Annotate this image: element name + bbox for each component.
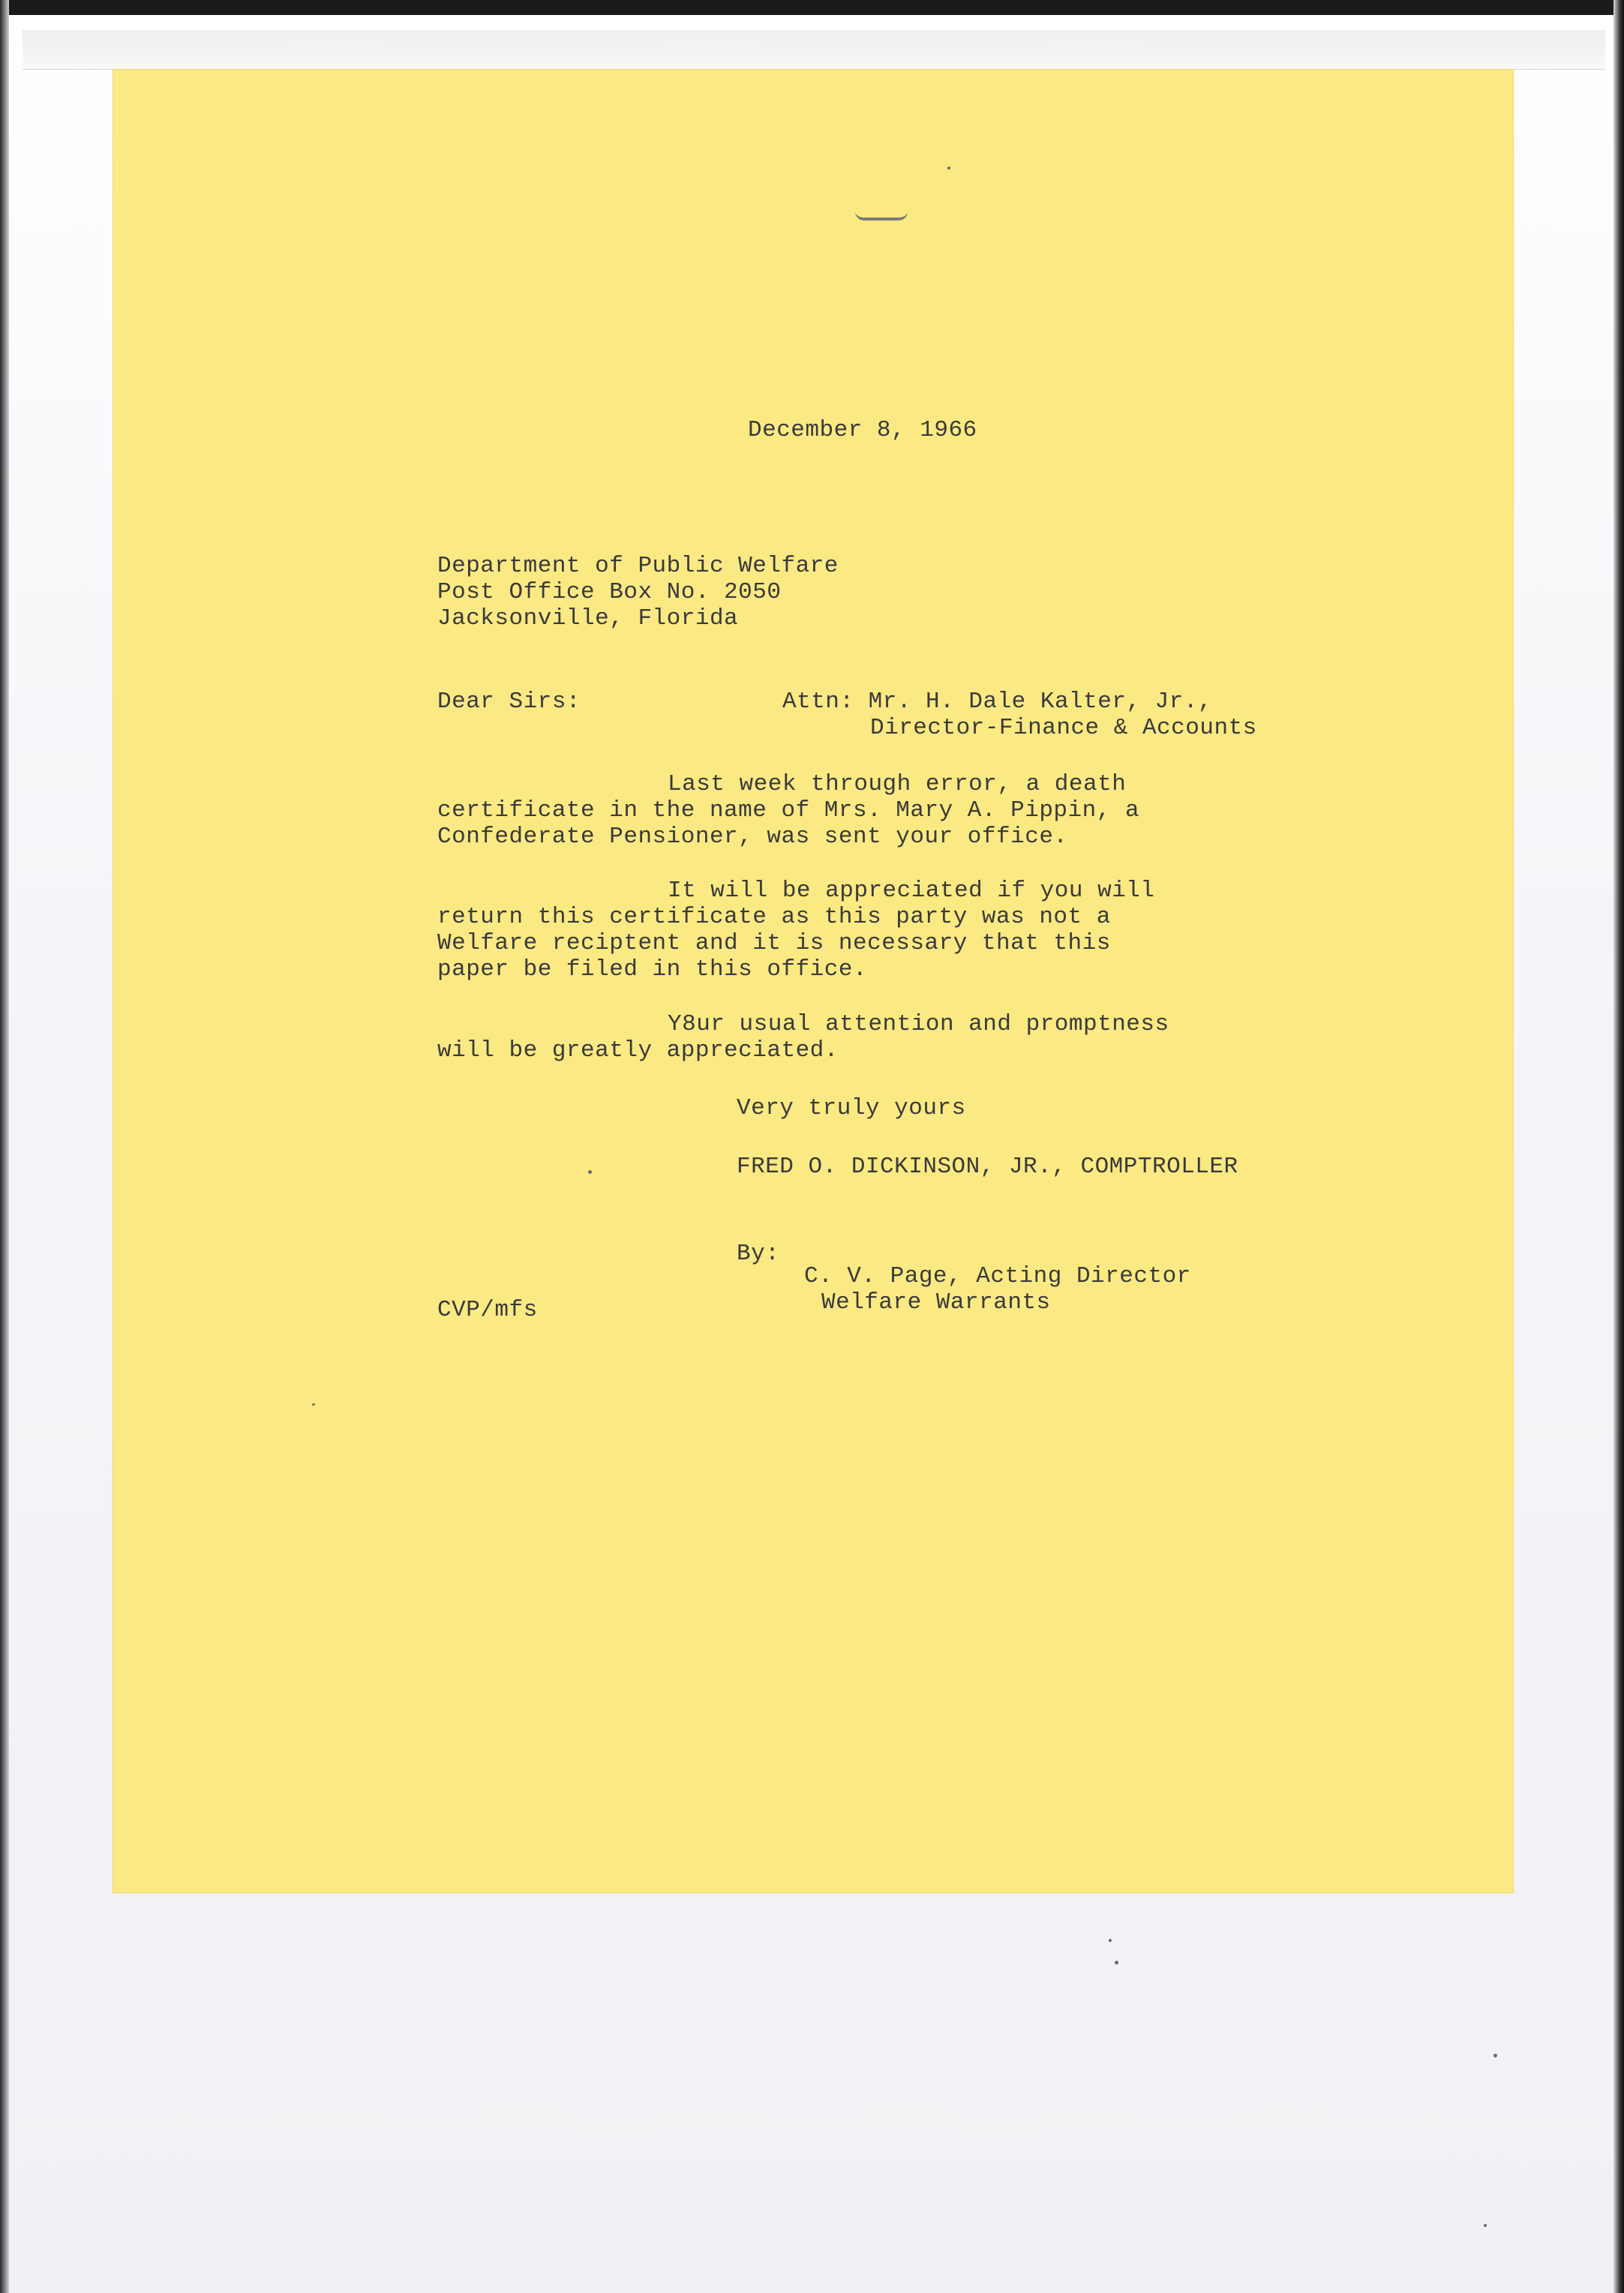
recipient-line-1: Department of Public Welfare — [437, 553, 839, 579]
signer-line-2: Welfare Warrants — [821, 1289, 1051, 1316]
paragraph-2-line-1: It will be appreciated if you will — [668, 878, 1155, 904]
paragraph-3-line-1: Y8ur usual attention and promptness — [668, 1011, 1169, 1037]
paragraph-1-line-1: Last week through error, a death — [668, 771, 1127, 797]
paragraph-3-line-2: will be greatly appreciated. — [437, 1037, 839, 1064]
salutation: Dear Sirs: — [437, 689, 581, 715]
recipient-line-3: Jacksonville, Florida — [437, 605, 739, 632]
attention-line-2: Director-Finance & Accounts — [870, 715, 1257, 741]
speck — [947, 167, 950, 170]
scan-left-edge — [0, 0, 9, 2293]
tape-strip — [23, 30, 1605, 70]
speck — [1115, 1961, 1118, 1964]
speck — [1493, 2054, 1497, 2057]
scan-top-edge — [0, 0, 1624, 15]
speck — [588, 1170, 592, 1174]
closing: Very truly yours — [737, 1095, 966, 1121]
paragraph-1-line-3: Confederate Pensioner, was sent your office. — [437, 824, 1068, 850]
by-label: By: — [737, 1241, 780, 1267]
paragraph-2-line-3: Welfare reciptent and it is necessary that this — [437, 930, 1111, 956]
staple-mark — [855, 212, 908, 221]
paragraph-2-line-2: return this certificate as this party was not a — [437, 904, 1111, 930]
signer-line-1: C. V. Page, Acting Director — [804, 1263, 1191, 1289]
speck — [1109, 1939, 1112, 1942]
letter-sheet — [113, 69, 1514, 1893]
paragraph-1-line-2: certificate in the name of Mrs. Mary A. Pippin, a — [437, 797, 1140, 824]
attention-line-1: Attn: Mr. H. Dale Kalter, Jr., — [782, 689, 1213, 715]
speck — [312, 1403, 315, 1406]
letter-date: December 8, 1966 — [748, 417, 977, 443]
reference-initials: CVP/mfs — [437, 1297, 538, 1323]
speck — [1484, 2224, 1487, 2227]
paragraph-2-line-4: paper be filed in this office. — [437, 956, 868, 983]
signatory: FRED O. DICKINSON, JR., COMPTROLLER — [737, 1154, 1238, 1180]
scan-right-edge — [1613, 0, 1624, 2293]
recipient-line-2: Post Office Box No. 2050 — [437, 579, 782, 605]
